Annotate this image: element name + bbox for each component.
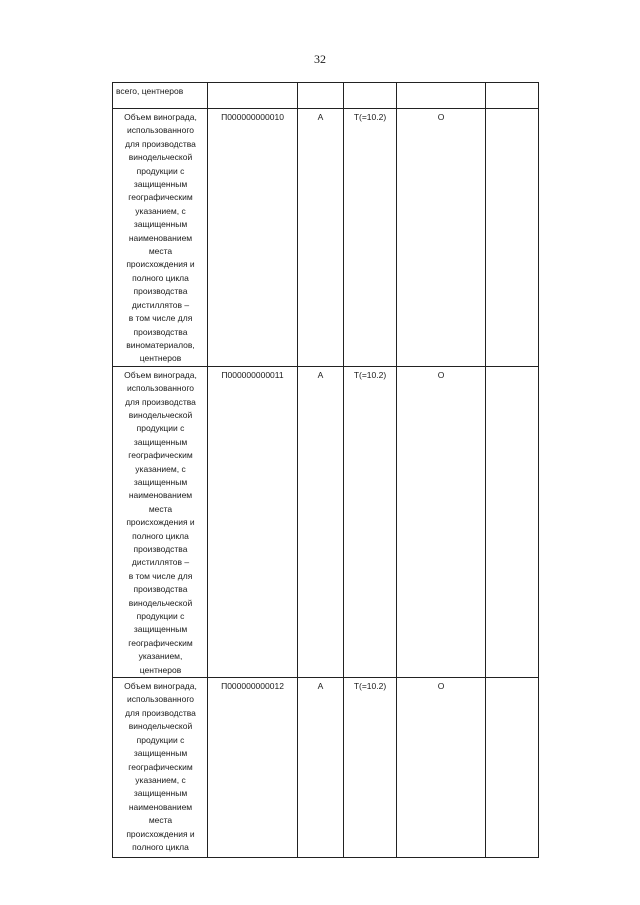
indicator-name-line: винодельческой (128, 409, 193, 420)
indicator-code-cell (208, 83, 298, 109)
indicator-type-cell: А (298, 109, 344, 367)
indicator-code-cell: П000000000012 (208, 678, 298, 858)
indicator-name-line: дистиллятов – (131, 299, 190, 310)
indicator-flag-cell (397, 83, 486, 109)
indicator-code-cell: П000000000010 (208, 109, 298, 367)
indicator-name-line: для производства (125, 396, 196, 407)
table-row (113, 83, 539, 109)
indicator-table (112, 82, 539, 858)
indicator-format-cell: Т(=10.2) (344, 366, 397, 677)
indicator-name-line: производства (133, 544, 188, 554)
page-number: 32 (314, 52, 326, 66)
indicator-name-line: места (148, 503, 173, 514)
table-row (113, 109, 539, 367)
indicator-name-line: полного цикла (132, 841, 189, 852)
indicator-name-cell (113, 678, 208, 858)
indicator-name-line: продукции с (136, 611, 185, 622)
indicator-name-line: полного цикла (132, 272, 189, 283)
indicator-name-line: винодельческой (128, 152, 193, 163)
indicator-name-line: Объем винограда, (124, 369, 197, 380)
indicator-name-line: защищенным (133, 624, 188, 635)
indicator-name-cell (113, 109, 208, 367)
indicator-extra-cell (486, 109, 539, 367)
indicator-name-line: географическим (128, 192, 193, 203)
indicator-name-line: географическим (128, 637, 193, 648)
table-body (113, 83, 539, 858)
indicator-name-line: полного цикла (132, 530, 189, 541)
indicator-name-line: происхождения и (126, 259, 195, 270)
indicator-name-line: винодельческой (128, 721, 193, 732)
indicator-name-line: всего, центнеров (116, 86, 184, 96)
indicator-name-line: географическим (128, 450, 193, 461)
indicator-format-cell: Т(=10.2) (344, 678, 397, 858)
indicator-name-line: использованного (127, 125, 194, 136)
indicator-flag-cell: О (397, 109, 486, 367)
indicator-name-line: наименованием (128, 490, 193, 501)
indicator-name-line: использованного (127, 694, 194, 705)
indicator-name-line: места (148, 815, 173, 826)
indicator-name-line: центнеров (139, 353, 182, 364)
indicator-name-line: Объем винограда, (124, 681, 197, 692)
indicator-name-line: продукции с (136, 734, 185, 745)
indicator-name-line: географическим (128, 761, 193, 772)
indicator-name-line: винодельческой (128, 597, 193, 608)
indicator-name-cell (113, 83, 208, 109)
indicator-name-line: указанием, (138, 651, 183, 662)
indicator-name-line: указанием, с (135, 463, 186, 474)
indicator-type-cell (298, 83, 344, 109)
indicator-name-line: защищенным (133, 748, 188, 759)
indicator-name-line: защищенным (133, 436, 188, 447)
indicator-code-cell: П000000000011 (208, 366, 298, 677)
indicator-name-line: защищенным (133, 179, 188, 190)
indicator-extra-cell (486, 678, 539, 858)
indicator-name-line: производства (133, 326, 188, 337)
indicator-name-line: места (148, 246, 173, 257)
indicator-name-line: защищенным (133, 219, 188, 230)
indicator-name-cell (113, 366, 208, 677)
indicator-flag-cell: О (397, 678, 486, 858)
indicator-name-line: происхождения и (126, 517, 195, 528)
indicator-name-line: для производства (125, 138, 196, 149)
indicator-name-line: дистиллятов – (131, 557, 190, 568)
indicator-type-cell: А (298, 366, 344, 677)
indicator-name-line: происхождения и (126, 828, 195, 839)
indicator-name-line: производства (133, 286, 188, 297)
indicator-flag-cell: О (397, 366, 486, 677)
indicator-name-line: защищенным (133, 788, 188, 799)
indicator-format-cell (344, 83, 397, 109)
indicator-name-line: для производства (125, 707, 196, 718)
indicator-extra-cell (486, 366, 539, 677)
indicator-name-line: продукции с (136, 165, 185, 176)
table-row (113, 678, 539, 858)
table-row (113, 366, 539, 677)
indicator-name-line: центнеров (139, 664, 182, 675)
indicator-extra-cell (486, 83, 539, 109)
indicator-name-line: Объем винограда, (124, 112, 197, 122)
indicator-name-line: наименованием (128, 232, 193, 243)
indicator-name-line: указанием, с (135, 774, 186, 785)
indicator-name-line: в том числе для (128, 570, 193, 581)
indicator-name-line: указанием, с (135, 205, 186, 216)
indicator-name-line: в том числе для (128, 313, 193, 324)
indicator-name-line: наименованием (128, 801, 193, 812)
indicator-name-line: защищенным (133, 476, 188, 487)
indicator-type-cell: А (298, 678, 344, 858)
indicator-format-cell: Т(=10.2) (344, 109, 397, 367)
indicator-name-line: производства (133, 584, 188, 595)
indicator-name-line: виноматериалов, (126, 339, 195, 350)
indicator-name-line: продукции с (136, 423, 185, 434)
indicator-name-line: использованного (127, 383, 194, 394)
